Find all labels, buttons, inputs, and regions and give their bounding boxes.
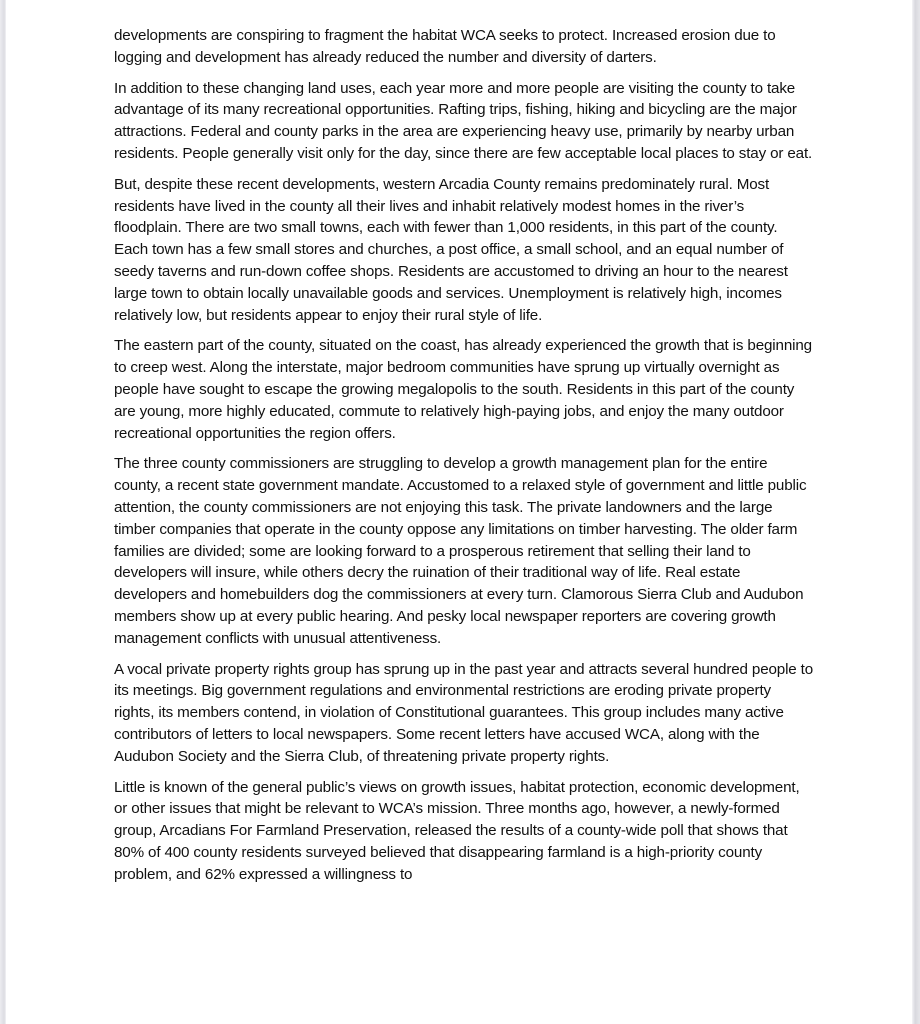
paragraph-public-views-poll: Little is known of the general public’s views on growth issues, habitat protection, economic development, or other issues that might be relevant to WCA’s mission. Three months ago, however, a newly-formed group, Arcadians For Farmland Preservation, released the results of a county-wide poll that shows that 80% of 400 county residents surveyed believed that disappearing farmland is a high-priority county problem, and 62% expressed a willingness to — [114, 778, 800, 883]
page-right-edge — [912, 0, 920, 1024]
paragraph-western-county-rural: But, despite these recent developments, western Arcadia County remains predominately rural. Most residents have lived in the county all their lives and inhabit relatively modest homes in the river’s floodplain. There are two small towns, each with fewer than 1,000 residents, in this part of the county. Each town has a few small stores and churches, a post office, a small school, and an equal number of seedy taverns and run-down coffee shops. Residents are accustomed to driving an hour to the nearest large town to obtain locally unavailable goods and services. Unemployment is relatively high, incomes relatively low, but residents appear to enjoy their rural style of life. — [114, 175, 788, 324]
paragraph-habitat-fragmentation: developments are conspiring to fragment the habitat WCA seeks to protect. Increased erosion due to logging and development has already reduced the number and diversity of darters. — [114, 27, 776, 66]
page-left-edge — [0, 0, 6, 1024]
paragraph-county-commissioners: The three county commissioners are struggling to develop a growth management plan for the entire county, a recent state government mandate. Accustomed to a relaxed style of government and little public attention, the county commissioners are not enjoying this task. The private landowners and the large timber companies that operate in the county oppose any limitations on timber harvesting. The older farm families are divided; some are looking forward to a prosperous retirement that selling their land to developers will insure, while others decry the ruination of their traditional way of life. Real estate developers and homebuilders dog the commissioners at every turn. Clamorous Sierra Club and Audubon members show up at every public hearing. And pesky local newspaper reporters are covering growth management conflicts with unusual attentiveness. — [114, 455, 807, 647]
paragraph-recreation-visitors: In addition to these changing land uses, each year more and more people are visiting the county to take advantage of its many recreational opportunities. Rafting trips, fishing, hiking and bicycling are the major attractions. Federal and county parks in the area are experiencing heavy use, primarily by nearby urban residents. People generally visit only for the day, since there are few acceptable local places to stay or eat. — [114, 79, 813, 162]
document-page — [114, 25, 814, 894]
paragraph-property-rights-group: A vocal private property rights group has sprung up in the past year and attracts several hundred people to its meetings. Big government regulations and environmental restrictions are eroding private property rights, its members contend, in violation of Constitutional guarantees. This group includes many active contributors of letters to local newspapers. Some recent letters have accused WCA, along with the Audubon Society and the Sierra Club, of threatening private property rights. — [114, 660, 814, 765]
paragraph-eastern-county-growth: The eastern part of the county, situated on the coast, has already experienced the growth that is beginning to creep west. Along the interstate, major bedroom communities have sprung up virtually overnight as people have sought to escape the growing megalopolis to the south. Residents in this part of the county are young, more highly educated, commute to relatively high-paying jobs, and enjoy the many outdoor recreational opportunities the region offers. — [114, 337, 812, 442]
